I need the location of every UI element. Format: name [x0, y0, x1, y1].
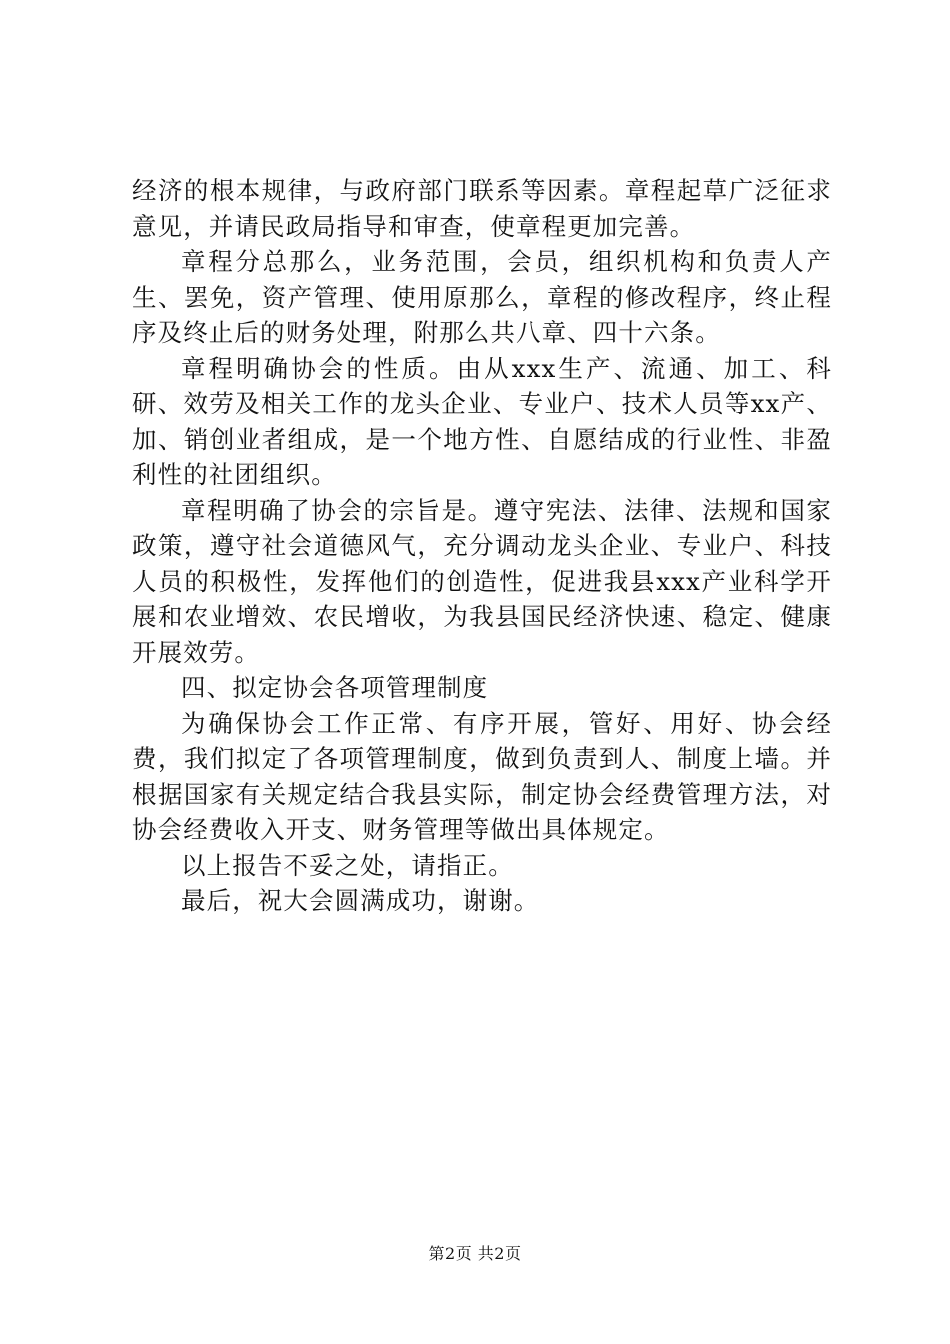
- paragraph-closing-thanks: 最后，祝大会圆满成功，谢谢。: [181, 886, 540, 915]
- paragraph-association-nature: 章程明确协会的性质。由从xxx生产、流通、加工、科研、效劳及相关工作的龙头企业、专业户、技术人员等xx产、加、销创业者组成，是一个地方性、自愿结成的行业性、非盈利性的社团组织。: [132, 353, 832, 489]
- paragraph-management-rules: 为确保协会工作正常、有序开展，管好、用好、协会经费，我们拟定了各项管理制度，做到负责到人、制度上墙。并根据国家有关规定结合我县实际，制定协会经费管理方法，对协会经费收入开支、财务管理等做出具体规定。: [132, 708, 832, 844]
- page-number-footer: 第2页 共2页: [428, 1244, 522, 1263]
- paragraph-closing-request: 以上报告不妥之处，请指正。: [181, 850, 514, 880]
- paragraph-continuation: 经济的根本规律，与政府部门联系等因素。章程起草广泛征求意见，并请民政局指导和审查，使章程更加完善。: [132, 176, 832, 241]
- document-body: [132, 173, 832, 919]
- paragraph-charter-structure: 章程分总那么，业务范围，会员，组织机构和负责人产生、罢免，资产管理、使用原那么，章程的修改程序，终止程序及终止后的财务处理，附那么共八章、四十六条。: [132, 247, 832, 347]
- section-heading-management-rules: 四、拟定协会各项管理制度: [181, 673, 489, 702]
- paragraph-association-purpose: 章程明确了协会的宗旨是。遵守宪法、法律、法规和国家政策，遵守社会道德风气，充分调动龙头企业、专业户、科技人员的积极性，发挥他们的创造性，促进我县xxx产业科学开展和农业增效、农民增收，为我县国民经济快速、稳定、健康开展效劳。: [132, 495, 832, 667]
